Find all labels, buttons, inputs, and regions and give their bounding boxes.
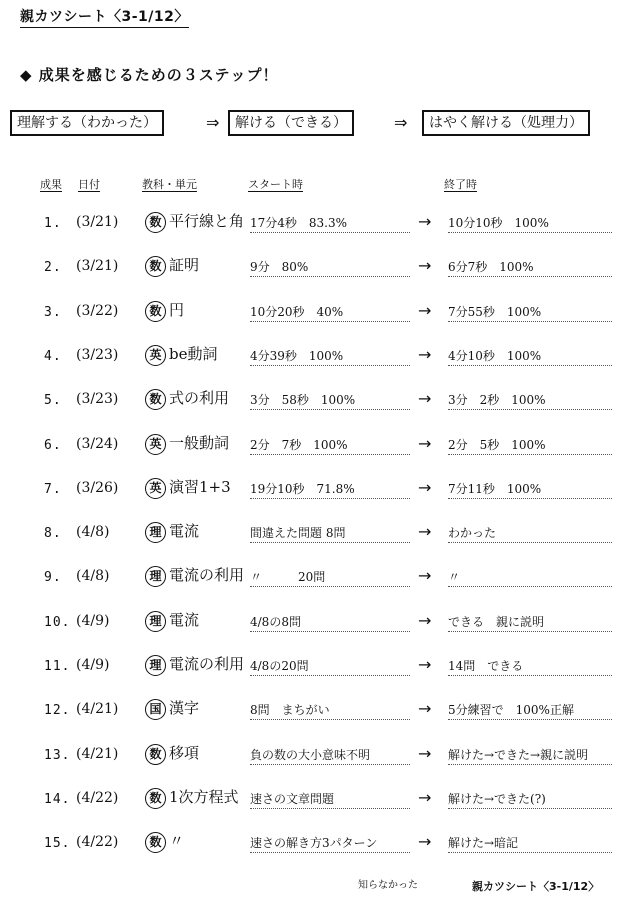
table-row [0, 556, 640, 596]
row-arrow: → [418, 389, 432, 409]
step-solve: 解ける（できる） [228, 110, 354, 136]
row-start: 間違えた問題 8問 [250, 524, 410, 543]
row-subject [145, 476, 231, 499]
row-date: (4/22) [76, 834, 119, 851]
row-start: 〃 20問 [250, 568, 410, 587]
table-row [0, 601, 640, 641]
row-arrow: → [418, 699, 432, 719]
table-row [0, 468, 640, 508]
table-row [0, 246, 640, 286]
row-end: 解けた→できた→親に説明 [448, 746, 612, 765]
row-subject [145, 609, 199, 632]
handwritten-note: 知らなかった [358, 880, 418, 891]
table-row [0, 689, 640, 729]
subject-mark: 理 [145, 522, 166, 543]
footer-title: 親カツシート〈3-1/12〉 [472, 880, 600, 893]
table-row [0, 291, 640, 331]
subject-mark: 理 [145, 566, 166, 587]
row-date: (4/8) [76, 524, 110, 541]
step-understand: 理解する（わかった） [10, 110, 164, 136]
subject-label: 移項 [169, 743, 200, 762]
step-arrow-2: ⇒ [394, 113, 408, 132]
subject-label: 1次方程式 [169, 787, 239, 806]
row-start: 9分 80% [250, 258, 410, 277]
subject-mark: 理 [145, 655, 166, 676]
subject-mark: 国 [145, 699, 166, 720]
subject-label: be動詞 [169, 344, 218, 363]
header-end: 終了時 [444, 178, 477, 191]
row-start: 19分10秒 71.8% [250, 480, 410, 499]
row-arrow: → [418, 522, 432, 542]
row-number: 6. [44, 437, 62, 453]
subject-mark: 英 [145, 434, 166, 455]
header-start: スタート時 [248, 178, 303, 191]
table-row [0, 379, 640, 419]
subject-label: 電流 [169, 522, 200, 541]
subject-mark: 数 [145, 212, 166, 233]
row-arrow: → [418, 655, 432, 674]
row-end: わかった [448, 524, 612, 543]
table-row [0, 424, 640, 464]
row-subject [145, 299, 184, 322]
table-row [0, 734, 640, 774]
subject-mark: 数 [145, 788, 166, 809]
row-arrow: → [418, 256, 432, 276]
row-arrow: → [418, 832, 432, 852]
step-solve-fast: はやく解ける（処理力） [422, 110, 590, 136]
subject-mark: 数 [145, 301, 166, 322]
section-heading: ◆ 成果を感じるための３ステップ！ [20, 66, 279, 84]
row-date: (3/23) [76, 391, 119, 408]
row-date: (3/22) [76, 302, 119, 319]
row-subject [145, 432, 229, 455]
table-row [0, 335, 640, 375]
row-end: 14問 できる [448, 657, 612, 676]
subject-mark: 理 [145, 611, 166, 632]
header-result: 成果 [40, 178, 62, 191]
row-arrow: → [418, 743, 432, 763]
subject-label: 一般動詞 [169, 433, 230, 452]
row-end: できる 親に説明 [448, 613, 612, 632]
row-end: 2分 5秒 100% [448, 436, 612, 455]
subject-mark: 数 [145, 744, 166, 765]
subject-mark: 数 [145, 832, 166, 853]
row-subject [145, 697, 199, 720]
row-number: 11. [44, 659, 71, 674]
row-subject [145, 742, 199, 765]
row-start: 3分 58秒 100% [250, 391, 410, 410]
row-subject [145, 830, 184, 853]
row-end: 解けた→できた(?) [448, 790, 612, 809]
sheet-title: 親カツシート〈3-1/12〉 [20, 6, 189, 28]
row-number: 5. [44, 393, 62, 409]
row-date: (3/23) [76, 346, 119, 363]
row-arrow: → [418, 433, 432, 453]
row-end: 〃 [448, 568, 612, 587]
row-start: 4分39秒 100% [250, 347, 410, 366]
row-number: 14. [44, 791, 71, 807]
row-date: (3/21) [76, 258, 119, 275]
row-start: 2分 7秒 100% [250, 436, 410, 455]
row-end: 3分 2秒 100% [448, 391, 612, 410]
subject-label: 電流 [169, 610, 200, 629]
subject-label: 電流の利用 [169, 566, 245, 585]
row-date: (4/9) [76, 612, 110, 629]
row-end: 4分10秒 100% [448, 347, 612, 366]
row-start: 速さの解き方3パターン [250, 834, 410, 853]
row-end: 5分練習で 100%正解 [448, 701, 612, 720]
table-row [0, 822, 640, 862]
subject-label: 〃 [169, 832, 185, 851]
row-number: 15. [44, 836, 71, 852]
row-number: 9. [44, 570, 62, 586]
row-start: 4/8の20問 [250, 657, 410, 676]
row-date: (4/8) [76, 568, 110, 585]
subject-mark: 数 [145, 256, 166, 277]
row-start: 負の数の大小意味不明 [250, 746, 410, 765]
row-date: (4/22) [76, 789, 119, 806]
subject-mark: 数 [145, 389, 166, 410]
row-date: (4/21) [76, 745, 119, 762]
row-subject [145, 343, 217, 366]
row-number: 12. [44, 703, 71, 719]
subject-label: 円 [169, 300, 185, 319]
step-arrow-1: ⇒ [206, 113, 220, 132]
row-arrow: → [418, 212, 432, 231]
subject-mark: 英 [145, 478, 166, 499]
table-row [0, 512, 640, 552]
subject-label: 演習1+3 [169, 477, 231, 496]
subject-label: 漢字 [169, 699, 200, 718]
row-subject [145, 653, 244, 676]
row-number: 2. [44, 260, 62, 276]
row-number: 13. [44, 747, 71, 763]
row-end: 10分10秒 100% [448, 214, 612, 233]
row-date: (3/24) [76, 435, 119, 452]
subject-label: 証明 [169, 256, 200, 275]
table-row [0, 202, 640, 242]
row-arrow: → [418, 477, 432, 497]
steps-bar [10, 110, 632, 136]
row-date: (4/9) [76, 657, 110, 673]
row-end: 解けた→暗記 [448, 834, 612, 853]
row-arrow: → [418, 566, 432, 586]
row-start: 4/8の8問 [250, 613, 410, 632]
row-number: 8. [44, 526, 62, 542]
row-end: 7分11秒 100% [448, 480, 612, 499]
subject-label: 式の利用 [169, 389, 230, 408]
row-subject [145, 254, 199, 277]
row-number: 3. [44, 304, 62, 320]
row-start: 速さの文章問題 [250, 790, 410, 809]
row-arrow: → [418, 344, 432, 364]
header-subject: 教科・単元 [142, 178, 197, 191]
row-start: 10分20秒 40% [250, 303, 410, 322]
subject-mark: 英 [145, 345, 166, 366]
row-end: 7分55秒 100% [448, 303, 612, 322]
row-number: 7. [44, 481, 62, 497]
row-start: 17分4秒 83.3% [250, 214, 410, 233]
row-subject [145, 387, 229, 410]
row-date: (3/21) [76, 214, 119, 230]
row-arrow: → [418, 787, 432, 807]
row-date: (3/26) [76, 479, 119, 496]
subject-label: 平行線と角 [169, 212, 245, 230]
row-number: 10. [44, 614, 71, 630]
row-subject [145, 786, 239, 809]
row-end: 6分7秒 100% [448, 258, 612, 277]
row-arrow: → [418, 610, 432, 630]
table-row [0, 778, 640, 818]
row-number: 1. [44, 216, 62, 231]
subject-label: 電流の利用 [169, 655, 245, 673]
row-start: 8問 まちがい [250, 701, 410, 720]
header-date: 日付 [78, 178, 100, 191]
row-subject [145, 520, 199, 543]
table-row [0, 645, 640, 685]
row-number: 4. [44, 348, 62, 364]
row-subject [145, 210, 244, 233]
row-date: (4/21) [76, 701, 119, 718]
row-subject [145, 564, 244, 587]
row-arrow: → [418, 300, 432, 320]
